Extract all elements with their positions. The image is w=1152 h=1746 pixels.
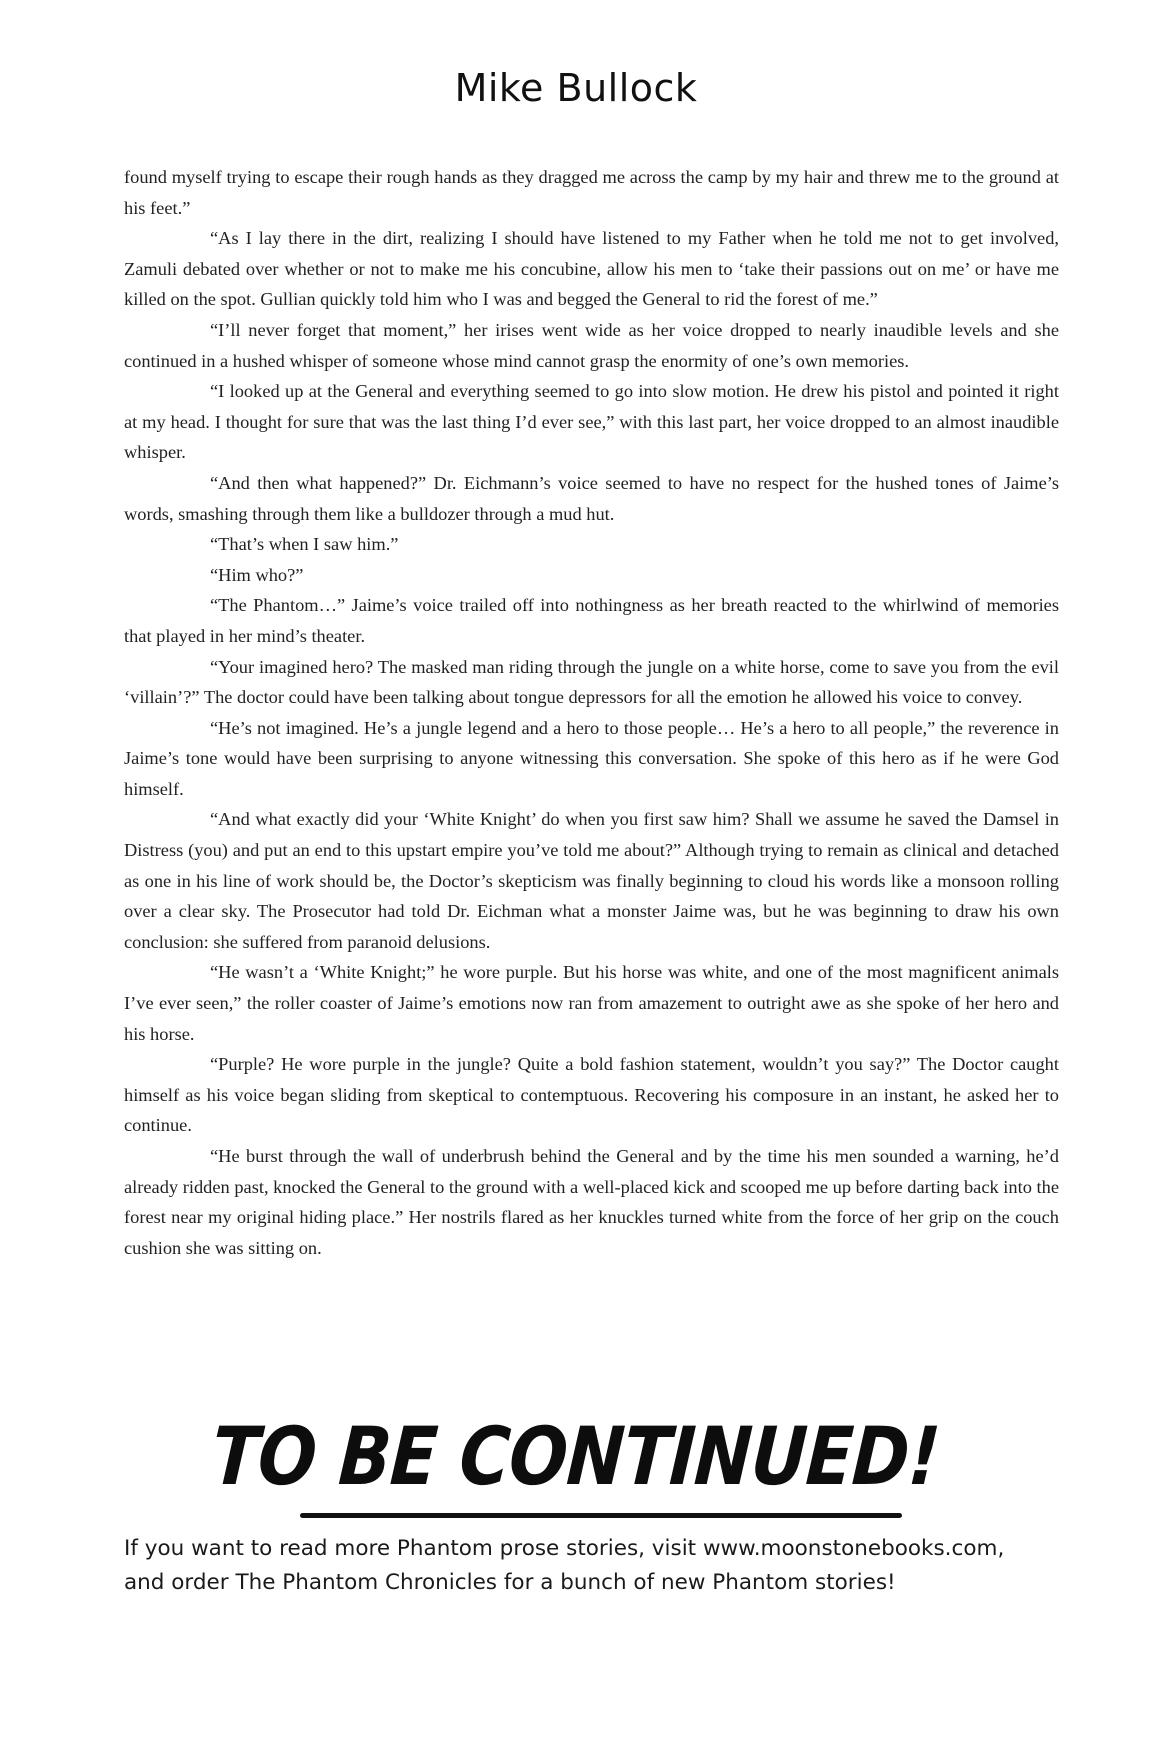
story-paragraph: “He’s not imagined. He’s a jungle legend and a hero to those people… He’s a hero to all people,” the reverence in Jaime’s tone would have been surprising to anyone witnessing this conversation. She spoke of this hero as if he were God himself. (124, 717, 1059, 799)
story-paragraph: “Your imagined hero? The masked man riding through the jungle on a white horse, come to save you from the evil ‘villain’?” The doctor could have been talking about tongue depressors for all the emotion he allowed his voice to convey. (124, 656, 1059, 708)
to-be-continued-banner (0, 1412, 1152, 1502)
story-paragraph: “Him who?” (210, 564, 304, 585)
story-paragraph: “I’ll never forget that moment,” her irises went wide as her voice dropped to nearly inaudible levels and she continued in a hushed whisper of someone whose mind cannot grasp the enormity of one’s own memories. (124, 319, 1059, 371)
story-paragraph: found myself trying to escape their rough hands as they dragged me across the camp by my hair and threw me to the ground at his feet.” (124, 167, 1059, 218)
promo-text (124, 1532, 1044, 1600)
story-paragraph: “And what exactly did your ‘White Knight’ do when you first saw him? Shall we assume he saved the Damsel in Distress (you) and put an end to this upstart empire you’ve told me about?” Although trying to remain as clinical and detached as one in his line of work should be, the Doctor’s skepticism was finally beginning to cloud his words like a monsoon rolling over a clear sky. The Prosecutor had told Dr. Eichman what a monster Jaime was, but he was beginning to draw his own conclusion: she suffered from paranoid delusions. (124, 809, 1059, 952)
story-paragraph: “As I lay there in the dirt, realizing I should have listened to my Father when he told me not to get involved, Zamuli debated over whether or not to make me his concubine, allow his men to ‘take their passions out on me’ or have me killed on the spot. Gullian quickly told him who I was and begged the General to rid the forest of me.” (124, 228, 1059, 310)
story-paragraph: “And then what happened?” Dr. Eichmann’s voice seemed to have no respect for the hushed tones of Jaime’s words, smashing through them like a bulldozer through a mud hut. (124, 472, 1059, 524)
story-paragraph: “That’s when I saw him.” (210, 534, 399, 555)
story-paragraph: “I looked up at the General and everything seemed to go into slow motion. He drew his pistol and pointed it right at my head. I thought for sure that was the last thing I’d ever see,” with this last part, her voice dropped to an almost inaudible whisper. (124, 381, 1059, 463)
story-text (124, 162, 1059, 1263)
story-paragraph: “He burst through the wall of underbrush behind the General and by the time his men sounded a warning, he’d already ridden past, knocked the General to the ground with a well-placed kick and scooped me up before darting back into the forest near my original hiding place.” Her nostrils flared as her knuckles turned white from the force of her grip on the couch cushion she was sitting on. (124, 1146, 1059, 1258)
story-paragraph: “The Phantom…” Jaime’s voice trailed off into nothingness as her breath reacted to the whirlwind of memories that played in her mind’s theater. (124, 595, 1059, 646)
author-heading: Mike Bullock (454, 66, 698, 110)
story-paragraph: “He wasn’t a ‘White Knight;” he wore purple. But his horse was white, and one of the most magnificent animals I’ve ever seen,” the roller coaster of Jaime’s emotions now ran from amazement to outright awe as she spoke of her hero and his horse. (124, 962, 1059, 1044)
promo-line: and order The Phantom Chronicles for a bunch of new Phantom stories! (124, 1570, 896, 1595)
to-be-continued-text: TO BE CONTINUED! (209, 1410, 943, 1503)
story-paragraph: “Purple? He wore purple in the jungle? Quite a bold fashion statement, wouldn’t you say?” The Doctor caught himself as his voice began sliding from skeptical to contemptuous. Recovering his composure in an instant, he asked her to continue. (124, 1054, 1059, 1136)
banner-underline (300, 1513, 902, 1518)
promo-line: If you want to read more Phantom prose stories, visit www.moonstonebooks.com, (124, 1536, 1005, 1561)
